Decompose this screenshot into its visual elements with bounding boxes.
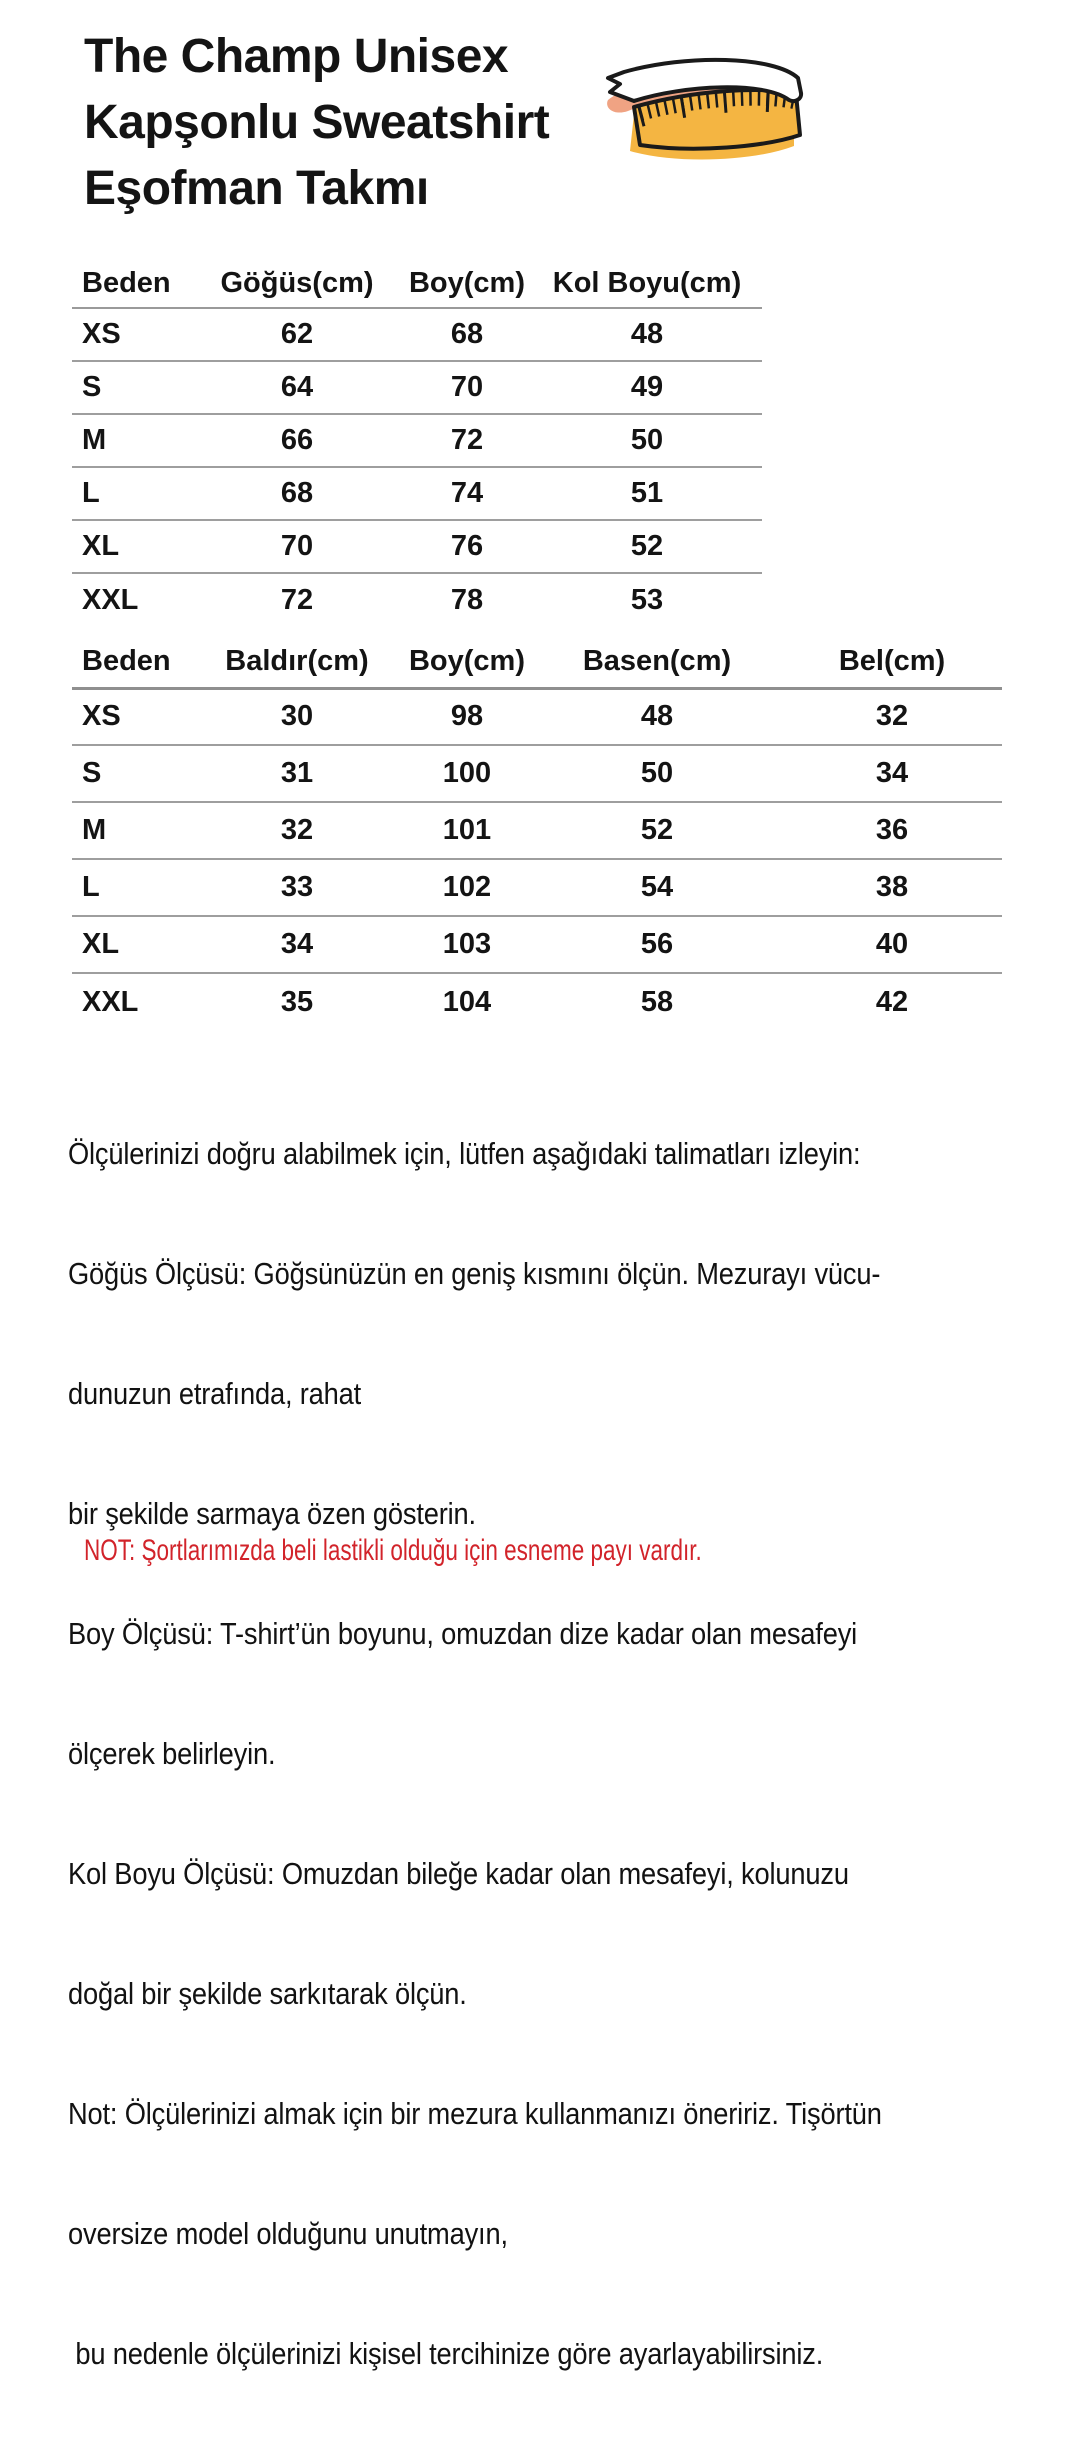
instruction-line: bu nedenle ölçülerinizi kişisel tercihinize göre ayarlayabilirsiniz. xyxy=(68,2336,824,2371)
size-cell: 70 xyxy=(402,361,532,414)
size-cell: L xyxy=(72,859,192,916)
table-row xyxy=(72,573,762,626)
size-cell: 101 xyxy=(402,802,532,859)
size-cell: 32 xyxy=(782,688,1002,745)
instruction-line: ölçerek belirleyin. xyxy=(68,1736,276,1771)
size-cell: 76 xyxy=(402,520,532,573)
instruction-line: doğal bir şekilde sarkıtarak ölçün. xyxy=(68,1976,467,2011)
header-cell: Kol Boyu(cm) xyxy=(532,260,762,308)
size-cell: XL xyxy=(72,520,192,573)
instruction-line: Kol Boyu Ölçüsü: Omuzdan bileğe kadar olan mesafeyi, kolunuzu xyxy=(68,1856,849,1891)
size-cell: 34 xyxy=(192,916,402,973)
size-cell: XS xyxy=(72,688,192,745)
size-cell: 66 xyxy=(192,414,402,467)
header-row xyxy=(72,636,1002,688)
size-cell: M xyxy=(72,414,192,467)
size-cell: 70 xyxy=(192,520,402,573)
table-row xyxy=(72,859,1002,916)
size-cell: 100 xyxy=(402,745,532,802)
title-line-3: Eşofman Takmı xyxy=(84,162,429,215)
size-cell: M xyxy=(72,802,192,859)
size-cell: XL xyxy=(72,916,192,973)
table-row xyxy=(72,688,1002,745)
size-cell: 36 xyxy=(782,802,1002,859)
elastic-waist-note: NOT: Şortlarımızda beli lastikli olduğu için esneme payı vardır. xyxy=(84,1534,702,1567)
header-cell: Bel(cm) xyxy=(782,636,1002,688)
size-cell: 104 xyxy=(442,985,492,1018)
table-row xyxy=(72,973,1002,1030)
size-cell: 98 xyxy=(402,688,532,745)
size-cell: 58 xyxy=(640,985,674,1018)
table-row xyxy=(72,802,1002,859)
size-cell: 40 xyxy=(782,916,1002,973)
size-cell: 42 xyxy=(875,985,909,1018)
size-cell: XXL xyxy=(82,985,139,1018)
tape-measure-graphic xyxy=(592,48,810,162)
header-cell: Boy(cm) xyxy=(402,260,532,308)
title-line-2: Kapşonlu Sweatshirt xyxy=(84,96,550,149)
tape-measure-icon xyxy=(592,48,810,162)
table-row xyxy=(72,916,1002,973)
size-cell: 52 xyxy=(532,802,782,859)
table-row xyxy=(72,745,1002,802)
table-row xyxy=(72,520,762,573)
size-cell: S xyxy=(72,361,192,414)
size-cell: S xyxy=(72,745,192,802)
size-cell: XXL xyxy=(82,583,139,616)
table-row xyxy=(72,308,762,361)
table-row xyxy=(72,467,762,520)
size-cell: 50 xyxy=(532,745,782,802)
size-cell: 53 xyxy=(630,583,664,616)
size-cell: 48 xyxy=(532,688,782,745)
size-cell: XS xyxy=(72,308,192,361)
instruction-line: Boy Ölçüsü: T-shirt’ün boyunu, omuzdan dize kadar olan mesafeyi xyxy=(68,1616,858,1651)
header-cell: Basen(cm) xyxy=(532,636,782,688)
size-cell: 50 xyxy=(532,414,762,467)
size-cell: 78 xyxy=(450,583,484,616)
size-cell: 62 xyxy=(192,308,402,361)
instruction-line: bir şekilde sarmaya özen gösterin. xyxy=(68,1496,476,1531)
size-cell: 38 xyxy=(782,859,1002,916)
instruction-line: Ölçülerinizi doğru alabilmek için, lütfen aşağıdaki talimatları izleyin: xyxy=(68,1136,861,1171)
size-cell: 56 xyxy=(532,916,782,973)
size-cell: 68 xyxy=(402,308,532,361)
header-row xyxy=(72,260,762,308)
size-cell: 33 xyxy=(192,859,402,916)
instruction-line: dunuzun etrafında, rahat xyxy=(68,1376,362,1411)
size-table-bottom xyxy=(72,636,1002,1030)
size-cell: 48 xyxy=(532,308,762,361)
instruction-line: oversize model olduğunu unutmayın, xyxy=(68,2216,508,2251)
header-cell: Göğüs(cm) xyxy=(192,260,402,308)
size-cell: L xyxy=(72,467,192,520)
size-cell: 64 xyxy=(192,361,402,414)
size-cell: 68 xyxy=(192,467,402,520)
size-cell: 103 xyxy=(402,916,532,973)
size-cell: 51 xyxy=(532,467,762,520)
size-cell: 30 xyxy=(192,688,402,745)
size-cell: 35 xyxy=(280,985,314,1018)
size-cell: 72 xyxy=(402,414,532,467)
header-cell: Beden xyxy=(72,260,192,308)
header-cell: Boy(cm) xyxy=(402,636,532,688)
size-cell: 31 xyxy=(192,745,402,802)
size-cell: 52 xyxy=(532,520,762,573)
instruction-line: Not: Ölçülerinizi almak için bir mezura kullanmanızı öneririz. Tişörtün xyxy=(68,2096,882,2131)
table-row xyxy=(72,361,762,414)
page-title xyxy=(84,24,549,222)
size-cell: 54 xyxy=(532,859,782,916)
size-table-top xyxy=(72,260,762,626)
size-cell: 34 xyxy=(782,745,1002,802)
measurement-instructions xyxy=(68,1054,882,2454)
size-cell: 49 xyxy=(532,361,762,414)
size-cell: 74 xyxy=(402,467,532,520)
header-cell: Beden xyxy=(72,636,192,688)
size-cell: 32 xyxy=(192,802,402,859)
size-cell: 72 xyxy=(280,583,314,616)
instruction-line: Göğüs Ölçüsü: Göğsünüzün en geniş kısmını ölçün. Mezurayı vücu- xyxy=(68,1256,881,1291)
title-line-1: The Champ Unisex xyxy=(84,30,509,83)
size-cell: 102 xyxy=(402,859,532,916)
table-row xyxy=(72,414,762,467)
header-cell: Baldır(cm) xyxy=(192,636,402,688)
